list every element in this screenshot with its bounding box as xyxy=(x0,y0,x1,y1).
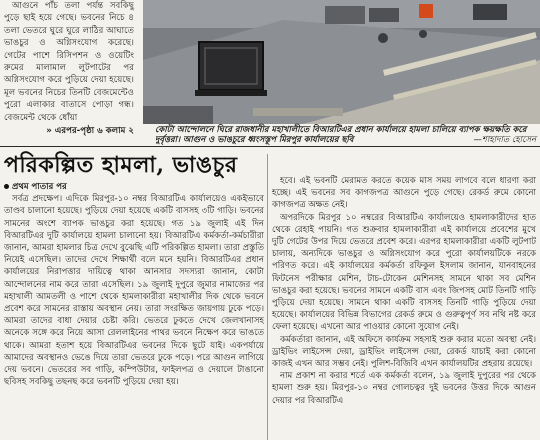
kicker-line: প্রথম পাতার পর xyxy=(4,181,264,193)
photo-caption xyxy=(143,124,540,144)
column-1-paragraph: সর্বত্র প্রদক্ষেপ। এদিকে মিরপুর-১০ নম্বর বিআরটিএ কার্যালয়েও একইভাবে তাণ্ডব চালানো হয়েছে। পুড়িয়ে দেয়া হয়েছে একটি বাসসহ ৩টি গাড়ি। ভবনের সামনের অংশে ব্যাপক ভাঙচুর করা হয়েছে। গত ১৯ জুলাই এই দিন বিআরটিএর দুটি কার্যালয়ে হামলা চালানো হয়। বিআরটিএ কর্মকর্তা-কর্মচারীরা জানান, আমরা হামলার চিত্র দেখে বুঝেছি এটি পরিকল্পিত হামলা। তারা প্রস্তুতি নিয়েই এসেছিল। তাদের দেখে শিক্ষার্থী বলে মনে হয়নি। বিআরটিএর প্রধান কার্যালয়ের নিরাপত্তার দায়িত্বে থাকা আনসার সদস্যরা জানান, কোটা আন্দোলনের নাম করে তারা এসেছিল। ১৯ জুলাই দুপুরে জুমার নামাজের পর মহাখালী আমতলী ও পাশে থেকে হামলাকারীরা মহাখালীর দিক থেকে ভবনে প্রবেশ করে সামনের রাস্তায় অবস্থান নেয়। তারা সংরক্ষিত জায়গায় ঢুকে পড়ে। আমরা তাদের বাধা দেয়ার চেষ্টা করি। ভেতরে ঢুকতে দেখে জেলখানাসহ অনেকে সঙ্গে করে নিয়ে আসা রেললাইনের পাথর ভবনে নিক্ষেপ করে ভাঙতে থাকে। আমরা হতাশ হয়ে বিআরটিএর ভবনের দিকে ছুটে যাই। একপর্যায়ে আমাদের অবস্থানও ভেঙে দিয়ে তারা ভেতরে ঢুকে পড়ে। পরে আগুন লাগিয়ে দেয় ভবনে। ভেতরের সব গাড়ি, কম্পিউটার, ফাইলপত্র ও দেয়ালে টাঙানো ছবিসহ সবকিছু তছনছ করে ভবনটি পুড়িয়ে দেয়া হয়। xyxy=(4,194,264,388)
column-divider xyxy=(267,154,268,440)
caption-text: কোটা আন্দোলনে ঘিরে রাজধানীর মহাখালীতে বিআরটিএর প্রধান কার্যালয়ে হামলা চালিয়ে ব্যাপক ক্ষয়ক্ষতি করে দুর্বৃত্তরা। আগুন ও ভাঙচুরে ধ্বংসস্তূপ মিরপুর কার্যালয়ের ছবি xyxy=(155,124,527,144)
bullet-icon xyxy=(4,184,9,189)
continuation-paragraph: আগুনে পাঁচ তলা পর্যন্ত সবকিছু পুড়ে ছাই হয়ে গেছে। ভবনের নিচে ৪ তলা ভেতরে ঘুরে ঘুরে লাঠির আঘাতে ভাঙচুর ও অগ্নিসংযোগ করেছে। গেটের পাশে রিসিপশন ও ওয়েটিং রুমের মালামাল লুটপাটের পর অগ্নিসংযোগ করে পুড়িয়ে দেয়া হয়েছে। মূল ভবনের নিচের তিনটি বেজমেন্টেও পুরো এলাকার বাতাসে পোড়া গন্ধ। বেজমেন্ট থেকে ধোঁয়া xyxy=(4,1,134,123)
section-divider xyxy=(0,146,540,147)
photo-credit: —শাহাদাত হোসেন xyxy=(473,134,536,144)
article-continuation-column xyxy=(0,0,138,136)
article-column-2 xyxy=(272,175,536,440)
column-2-paragraph: হবে। এই ভবনটি মেরামত করতে কয়েক মাস সময় লাগবে বলে ধারণা করা হচ্ছে। এই ভবনের সব কাগজপত্র আগুনে পুড়ে গেছে। রেকর্ড রুমে কোনো কাগজপত্র অক্ষত নেই। xyxy=(272,176,536,211)
article-column-1 xyxy=(4,181,264,440)
news-photo xyxy=(143,0,540,124)
article-headline: পরিকল্পিত হামলা, ভাঙচুর xyxy=(4,152,238,178)
continued-on-label: » এরপর-পৃষ্ঠা ৬ কলাম ২ xyxy=(46,126,134,136)
column-2-paragraph: কর্মকর্তারা জানান, এই অফিসে কার্যক্রম সহসাই শুরু করার মতো অবস্থা নেই। ড্রাইভিং লাইসেন্স দেয়া, ড্রাইভিং লাইসেন্স দেয়া, রেকর্ড যাচাই করা কোনো কাজই এখন আর সম্ভব নেই। পুলিশ-বিজিবি এখন কার্যালয়টির প্রহরায় রয়েছে। xyxy=(272,334,536,370)
column-2-paragraph: অপরদিকে মিরপুর ১০ নম্বরের বিআরটিএ কার্যালয়েও হামলাকারীদের হাত থেকে রেহাই পায়নি। গত শুক্রবার হামলাকারীরা এই কার্যালয়ে প্রবেশের মুখে দুটি গেটের উপর দিয়ে ভেতরে প্রবেশ করে। এরপর হামলাকারীরা একটি লুটপাট চালায়, অন্যদিকে ভাঙচুর ও অগ্নিসংযোগ করে পুরো কার্যালয়টিকে নরকে পরিণত করে। এই কার্যালয়ের কর্মকর্তা রফিকুল ইসলাম জানান, যানবাহনের ফিটনেস পরীক্ষার মেশিন, টাচ-টোকেন মেশিনসহ সামনে থাকা সব মেশিন ভাঙচুর করা হয়েছে। ভবনের সামনে একটি বাস এবং জিপসহ মোট তিনটি গাড়ি পুড়িয়ে দেয়া হয়েছে। সামনে থাকা একটি বাসসহ তিনটি গাড়ি পুড়িয়ে দেয়া হয়েছে। কার্যালয়ের বিভিন্ন বিভাগের রেকর্ড রুমে ও গুরুত্বপূর্ণ সব নথি নষ্ট করে ফেলা হয়েছে। এখনো আর পাওয়ার কোনো সুযোগ নেই। xyxy=(272,212,536,333)
column-2-paragraph: নাম প্রকাশ না করার শর্তে এক কর্মকর্তা বলেন, ১৯ জুলাই দুপুরের পর থেকে হামলা শুরু হয়। মিরপুর-১০ নম্বর গোলচত্বর দুই ভবনের উত্তর দিকে আগুন দেয়ার পর বিআরটিএ xyxy=(272,371,536,406)
